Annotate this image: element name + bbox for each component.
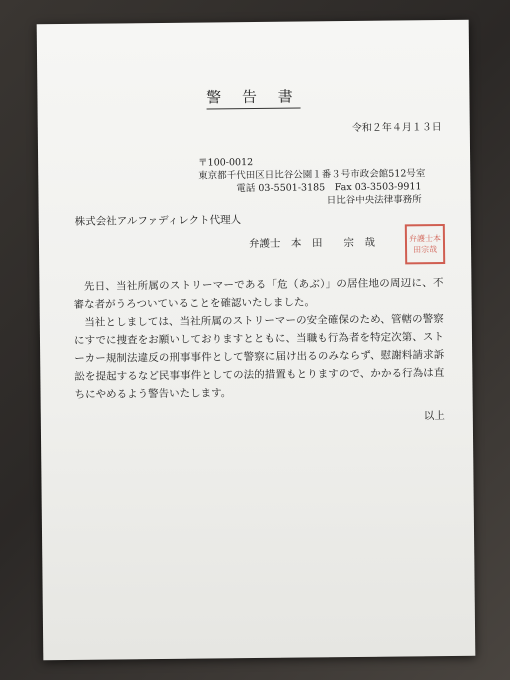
document-date: 令和２年４月１３日 xyxy=(351,122,442,134)
body-paragraph-1: 先日、当社所属のストリーマーである「危（あぶ）」の居住地の周辺に、不審な者がうろついていることを確認いたしました。 xyxy=(73,277,444,311)
lawyer-seal-stamp: 弁護士本田宗哉 xyxy=(405,224,445,264)
sender-block xyxy=(198,154,426,208)
closing-mark: 以上 xyxy=(423,410,445,423)
document-title: 警 告 書 xyxy=(37,84,469,110)
warning-letter-paper xyxy=(37,20,476,660)
sender-postal: 〒100-0012 xyxy=(198,157,254,169)
lawyer-signature: 弁護士 本 田 宗 哉 xyxy=(248,236,376,251)
sender-office: 日比谷中央法律事務所 xyxy=(326,194,422,207)
sender-address: 東京都千代田区日比谷公園１番３号市政会館512号室 xyxy=(198,168,426,182)
recipient-line: 株式会社アルファディレクト代理人 xyxy=(74,214,242,228)
letter-body xyxy=(73,274,444,404)
body-paragraph-2: 当社としましては、当社所属のストリーマーの安全確保のため、管轄の警察にすでに捜査をお願いしておりますとともに、当職も行為者を特定次第、ストーカー規制法違反の刑事事件として警察に届け出るのみならず、慰謝料請求訴訟を提起するなど民事事件としての法的措置もとりますので、かかる行為は直ちにやめるよう警告いたします。 xyxy=(73,313,445,401)
sender-phone-fax: 電話 03-5501-3185 Fax 03-3503-9911 xyxy=(236,181,422,195)
